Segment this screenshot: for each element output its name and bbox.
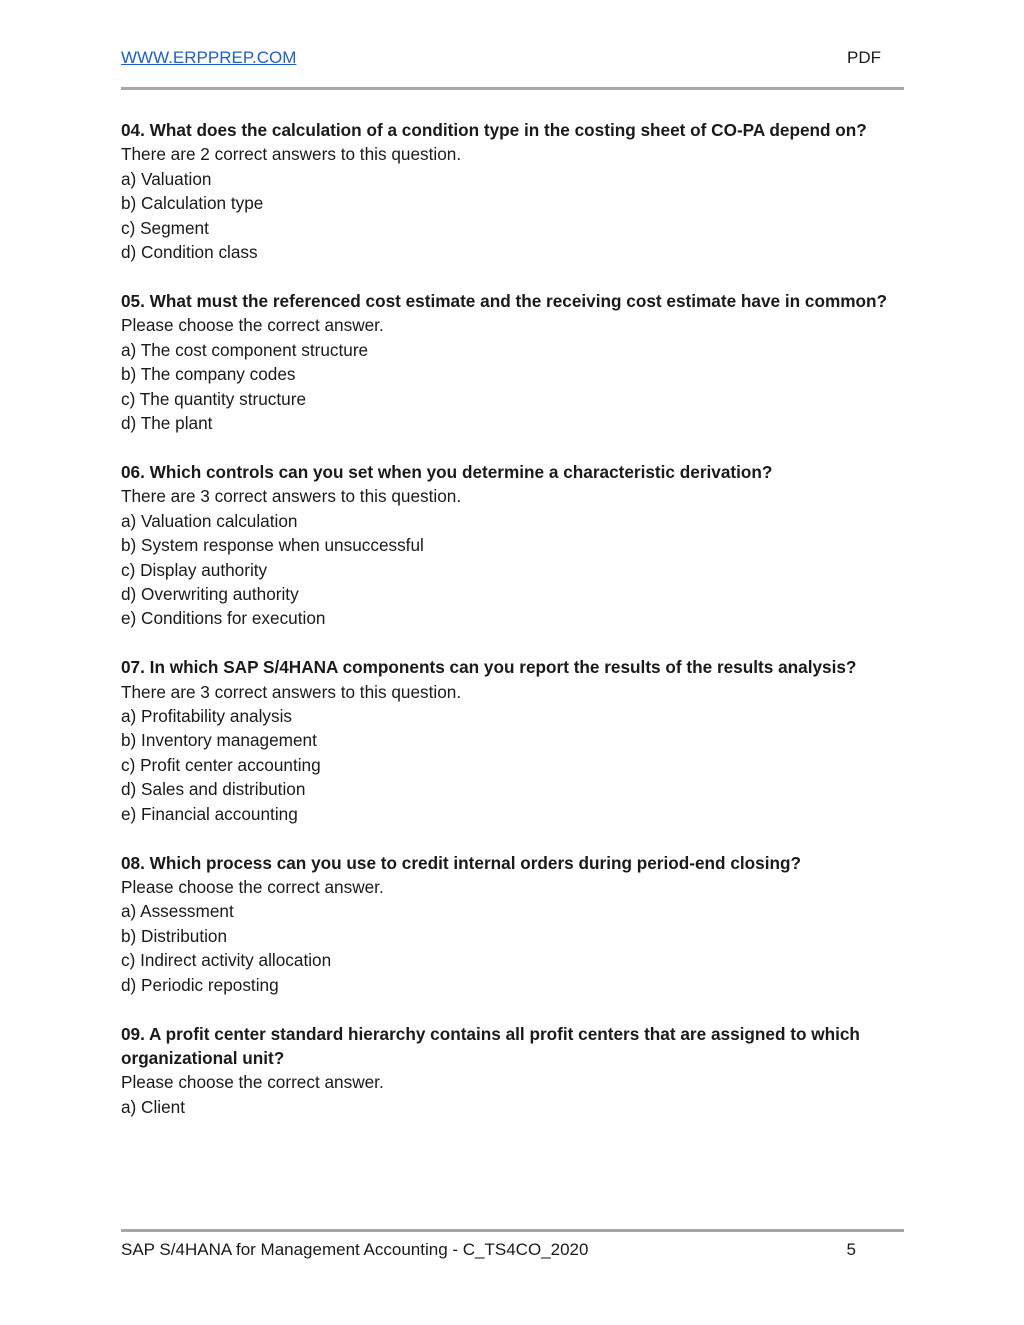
question-title: 04. What does the calculation of a condition type in the costing sheet of CO-PA depend on? xyxy=(121,120,867,140)
answer-option: a) Valuation xyxy=(121,168,212,189)
page-number: 5 xyxy=(846,1240,856,1259)
answer-option: b) System response when unsuccessful xyxy=(121,535,424,556)
answer-option: b) Inventory management xyxy=(121,730,317,751)
answer-option: c) The quantity structure xyxy=(121,388,307,409)
format-label: PDF xyxy=(847,48,881,67)
question-title: 08. Which process can you use to credit internal orders during period-end closing? xyxy=(121,852,801,873)
answer-option: d) Periodic reposting xyxy=(121,974,279,995)
page-header xyxy=(121,48,881,72)
question-title: 09. A profit center standard hierarchy contains all profit centers that are assigned to which organizational unit? xyxy=(121,1023,860,1068)
answer-option: d) Sales and distribution xyxy=(121,779,306,800)
answer-option: c) Indirect activity allocation xyxy=(121,950,332,971)
answer-option: d) The plant xyxy=(121,412,213,433)
question-block xyxy=(121,655,901,826)
question-block xyxy=(121,118,901,264)
question-title: 06. Which controls can you set when you determine a characteristic derivation? xyxy=(121,461,773,482)
question-block xyxy=(121,1022,901,1120)
answer-option: a) Profitability analysis xyxy=(121,706,292,727)
question-instruction: Please choose the correct answer. xyxy=(121,1072,384,1093)
question-instruction: There are 2 correct answers to this question. xyxy=(121,144,462,165)
site-link[interactable]: WWW.ERPPREP.COM xyxy=(121,48,297,67)
question-instruction: There are 3 correct answers to this question. xyxy=(121,681,462,702)
answer-option: a) Valuation calculation xyxy=(121,510,298,531)
answer-option: e) Financial accounting xyxy=(121,803,298,824)
page-footer xyxy=(121,1240,856,1264)
answer-option: b) Distribution xyxy=(121,925,228,946)
question-instruction: Please choose the correct answer. xyxy=(121,876,384,897)
answer-option: c) Profit center accounting xyxy=(121,754,321,775)
answer-option: b) The company codes xyxy=(121,364,296,385)
question-instruction: Please choose the correct answer. xyxy=(121,315,384,336)
question-list xyxy=(121,118,901,1144)
answer-option: c) Segment xyxy=(121,217,209,238)
question-block xyxy=(121,460,901,631)
question-block xyxy=(121,289,901,435)
footer-divider xyxy=(121,1229,904,1232)
header-divider xyxy=(121,87,904,90)
question-block xyxy=(121,851,901,997)
answer-option: c) Display authority xyxy=(121,559,268,580)
question-instruction: There are 3 correct answers to this question. xyxy=(121,486,462,507)
answer-option: e) Conditions for execution xyxy=(121,608,326,629)
question-title: 07. In which SAP S/4HANA components can you report the results of the results analysis? xyxy=(121,657,857,678)
answer-option: b) Calculation type xyxy=(121,193,264,214)
answer-option: a) The cost component structure xyxy=(121,339,369,360)
answer-option: a) Client xyxy=(121,1096,185,1117)
answer-option: a) Assessment xyxy=(121,901,234,922)
answer-option: d) Overwriting authority xyxy=(121,583,299,604)
answer-option: d) Condition class xyxy=(121,242,258,263)
footer-title: SAP S/4HANA for Management Accounting - C_TS4CO_2020 xyxy=(121,1240,589,1259)
question-title: 05. What must the referenced cost estimate and the receiving cost estimate have in common? xyxy=(121,290,888,311)
